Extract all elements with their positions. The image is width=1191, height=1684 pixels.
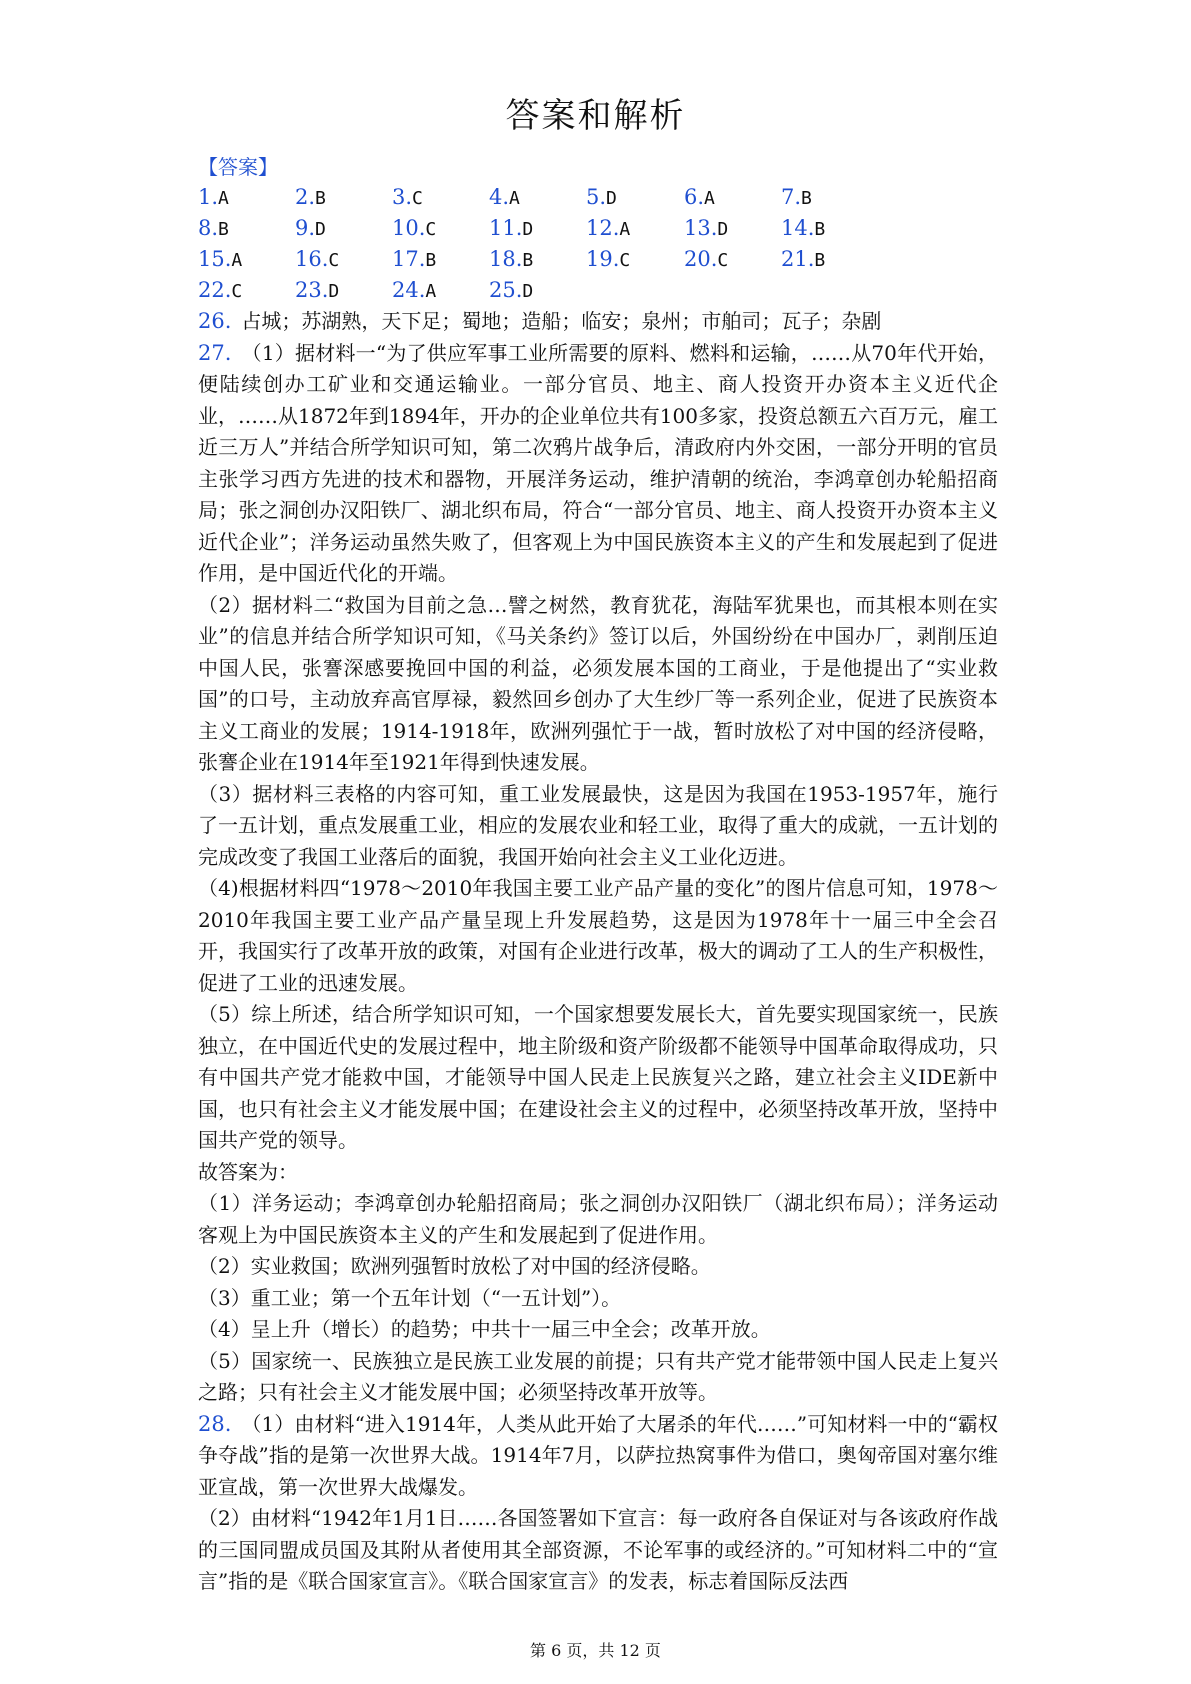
answer-row	[198, 213, 998, 244]
question-27	[198, 338, 998, 1409]
answer-number: 17.	[392, 247, 426, 271]
question-number: 27.	[198, 340, 232, 365]
answer-number: 5.	[586, 185, 607, 209]
answer-number: 22.	[198, 278, 232, 302]
q27-part1: 27. （1）据材料一“为了供应军事工业所需要的原料、燃料和运输，……从70年代开始，便陆续创办工矿业和交通运输业。一部分官员、地主、商人投资开办资本主义近代企业，……从1872年到1894年，开办的企业单位共有100多家，投资总额五六百万元，雇工近三万人”并结合所学知识可知，第二次鸦片战争后，清政府内外交困，一部分开明的官员主张学习西方先进的技术和器物，开展洋务运动，维护清朝的统治，李鸿章创办轮船招商局；张之洞创办汉阳铁厂、湖北织布局，符合“一部分官员、地主、商人投资开办资本主义近代企业”；洋务运动虽然失败了，但客观上为中国民族资本主义的产生和发展起到了促进作用，是中国近代化的开端。	[198, 340, 998, 585]
answer-item	[489, 275, 533, 307]
q27-summary-4: （4）呈上升（增长）的趋势；中共十一届三中全会；改革开放。	[198, 1317, 771, 1341]
answer-number: 14.	[781, 216, 815, 240]
answer-number: 24.	[392, 278, 426, 302]
answer-choice: A	[704, 188, 715, 209]
answer-choice: B	[218, 219, 229, 240]
answer-choice: D	[315, 219, 326, 240]
answer-item	[295, 182, 326, 214]
answer-choice: C	[425, 219, 437, 240]
question-number: 28.	[198, 1411, 232, 1436]
answer-number: 25.	[489, 278, 523, 302]
answer-item	[781, 213, 825, 245]
answer-number: 21.	[781, 247, 815, 271]
answer-choice: B	[814, 219, 826, 240]
answer-choice: A	[218, 188, 229, 209]
answer-section-label: 【答案】	[198, 155, 278, 179]
answer-item	[392, 213, 436, 245]
answer-choice: C	[328, 250, 340, 271]
answer-item	[781, 244, 825, 276]
answer-row	[198, 182, 998, 213]
answer-item	[295, 213, 326, 245]
answer-choice: D	[328, 281, 340, 302]
answer-number: 7.	[781, 185, 802, 209]
answer-item	[295, 244, 339, 276]
q28-part2: （2）由材料“1942年1月1日……各国签署如下宣言：每一政府各自保证对与各该政府作战的三国同盟成员国及其附从者使用其全部资源，不论军事的或经济的。”可知材料二中的“宣言”指的是《联合国家宣言》。《联合国家宣言》的发表，标志着国际反法西	[198, 1506, 998, 1593]
question-28	[198, 1409, 998, 1598]
answer-number: 18.	[489, 247, 523, 271]
answer-item	[198, 182, 229, 214]
q27-part5: （5）综上所述，结合所学知识可知，一个国家想要发展长大，首先要实现国家统一，民族独立，在中国近代史的发展过程中，地主阶级和资产阶级都不能领导中国革命取得成功，只有中国共产党才能救中国，才能领导中国人民走上民族复兴之路，建立社会主义IDE新中国，也只有社会主义才能发展中国；在建设社会主义的过程中，必须坚持改革开放，坚持中国共产党的领导。	[198, 1002, 998, 1152]
answer-item	[295, 275, 339, 307]
question-26	[198, 306, 998, 338]
answer-choice: D	[522, 281, 534, 302]
answer-item	[586, 244, 630, 276]
answer-choice: C	[717, 250, 729, 271]
answer-number: 19.	[586, 247, 620, 271]
answer-item	[198, 244, 242, 276]
answer-number: 4.	[489, 185, 510, 209]
q27-summary-1: （1）洋务运动；李鸿章创办轮船招商局；张之洞创办汉阳铁厂（湖北织布局）；洋务运动客观上为中国民族资本主义的产生和发展起到了促进作用。	[198, 1191, 998, 1247]
answer-item	[392, 244, 436, 276]
answer-choice: A	[425, 281, 437, 302]
answer-choice: C	[412, 188, 423, 209]
answer-item	[489, 244, 533, 276]
answer-grid	[198, 182, 998, 306]
answer-item	[781, 182, 812, 214]
answer-item	[489, 182, 520, 214]
answer-number: 13.	[684, 216, 718, 240]
answer-choice: A	[619, 219, 631, 240]
question-number: 26.	[198, 309, 232, 333]
q27-part4: （4)根据材料四“1978～2010年我国主要工业产品产量的变化”的图片信息可知，1978～2010年我国主要工业产品产量呈现上升发展趋势，这是因为1978年十一届三中全会召开，我国实行了改革开放的政策，对国有企业进行改革，极大的调动了工人的生产积极性，促进了工业的迅速发展。	[198, 876, 998, 995]
q27-summary-2: （2）实业救国；欧洲列强暂时放松了对中国的经济侵略。	[198, 1254, 711, 1278]
answer-item	[586, 182, 617, 214]
answer-item	[198, 213, 229, 245]
answer-item	[684, 244, 728, 276]
answer-number: 2.	[295, 185, 316, 209]
answer-item	[684, 182, 715, 214]
q27-part2: （2）据材料二“救国为目前之急…譬之树然，教育犹花，海陆军犹果也，而其根本则在实业”的信息并结合所学知识可知，《马关条约》签订以后，外国纷纷在中国办厂，剥削压迫中国人民，张謇深感要挽回中国的利益，必须发展本国的工商业，于是他提出了“实业救国”的口号，主动放弃高官厚禄，毅然回乡创办了大生纱厂等一系列企业，促进了民族资本主义工商业的发展；1914-1918年，欧洲列强忙于一战，暂时放松了对中国的经济侵略，张謇企业在1914年至1921年得到快速发展。	[198, 592, 998, 774]
answer-item	[198, 275, 242, 307]
answer-choice: C	[619, 250, 631, 271]
answer-item	[684, 213, 728, 245]
answer-choice: D	[522, 219, 534, 240]
answer-choice: B	[315, 188, 326, 209]
answer-number: 6.	[684, 185, 705, 209]
answer-row	[198, 275, 998, 306]
page-title: 答案和解析	[505, 96, 686, 136]
q27-summary-5: （5）国家统一、民族独立是民族工业发展的前提；只有共产党才能带领中国人民走上复兴之路；只有社会主义才能发展中国；必须坚持改革开放等。	[198, 1348, 998, 1404]
answer-number: 10.	[392, 216, 426, 240]
answer-item	[392, 182, 423, 214]
answer-choice: D	[606, 188, 617, 209]
answer-choice: C	[231, 281, 243, 302]
question-26-answer: 占城；苏湖熟，天下足；蜀地；造船；临安；泉州；市舶司；瓦子；杂剧	[241, 309, 882, 333]
answer-number: 12.	[586, 216, 620, 240]
answer-number: 11.	[489, 216, 523, 240]
q27-part3: （3）据材料三表格的内容可知，重工业发展最快，这是因为我国在1953-1957年，施行了一五计划，重点发展重工业，相应的发展农业和轻工业，取得了重大的成就，一五计划的完成改变了我国工业落后的面貌，我国开始向社会主义工业化迈进。	[198, 781, 998, 869]
answer-item	[489, 213, 533, 245]
answer-choice: B	[801, 188, 812, 209]
answer-choice: D	[717, 219, 729, 240]
answer-number: 8.	[198, 216, 219, 240]
answer-number: 16.	[295, 247, 329, 271]
q27-summary-3: （3）重工业；第一个五年计划（“一五计划”）。	[198, 1285, 622, 1310]
answer-choice: A	[231, 250, 243, 271]
q28-part1: 28. （1）由材料“进入1914年，人类从此开始了大屠杀的年代……”可知材料一中的“霸权争夺战”指的是第一次世界大战。1914年7月，以萨拉热窝事件为借口，奥匈帝国对塞尔维亚宣战，第一次世界大战爆发。	[198, 1411, 998, 1499]
answer-choice: B	[425, 250, 437, 271]
answer-choice: B	[522, 250, 534, 271]
answer-number: 1.	[198, 185, 219, 209]
answer-item	[392, 275, 436, 307]
answer-number: 15.	[198, 247, 232, 271]
answer-number: 9.	[295, 216, 316, 240]
answer-choice: A	[509, 188, 520, 209]
q27-summary-label: 故答案为：	[198, 1159, 298, 1184]
answer-number: 3.	[392, 185, 413, 209]
answer-number: 20.	[684, 247, 718, 271]
answer-number: 23.	[295, 278, 329, 302]
page-footer: 第 6 页，共 12 页	[530, 1641, 661, 1660]
answer-row	[198, 244, 998, 275]
answer-choice: B	[814, 250, 826, 271]
answer-item	[586, 213, 630, 245]
content-area	[198, 152, 998, 1598]
